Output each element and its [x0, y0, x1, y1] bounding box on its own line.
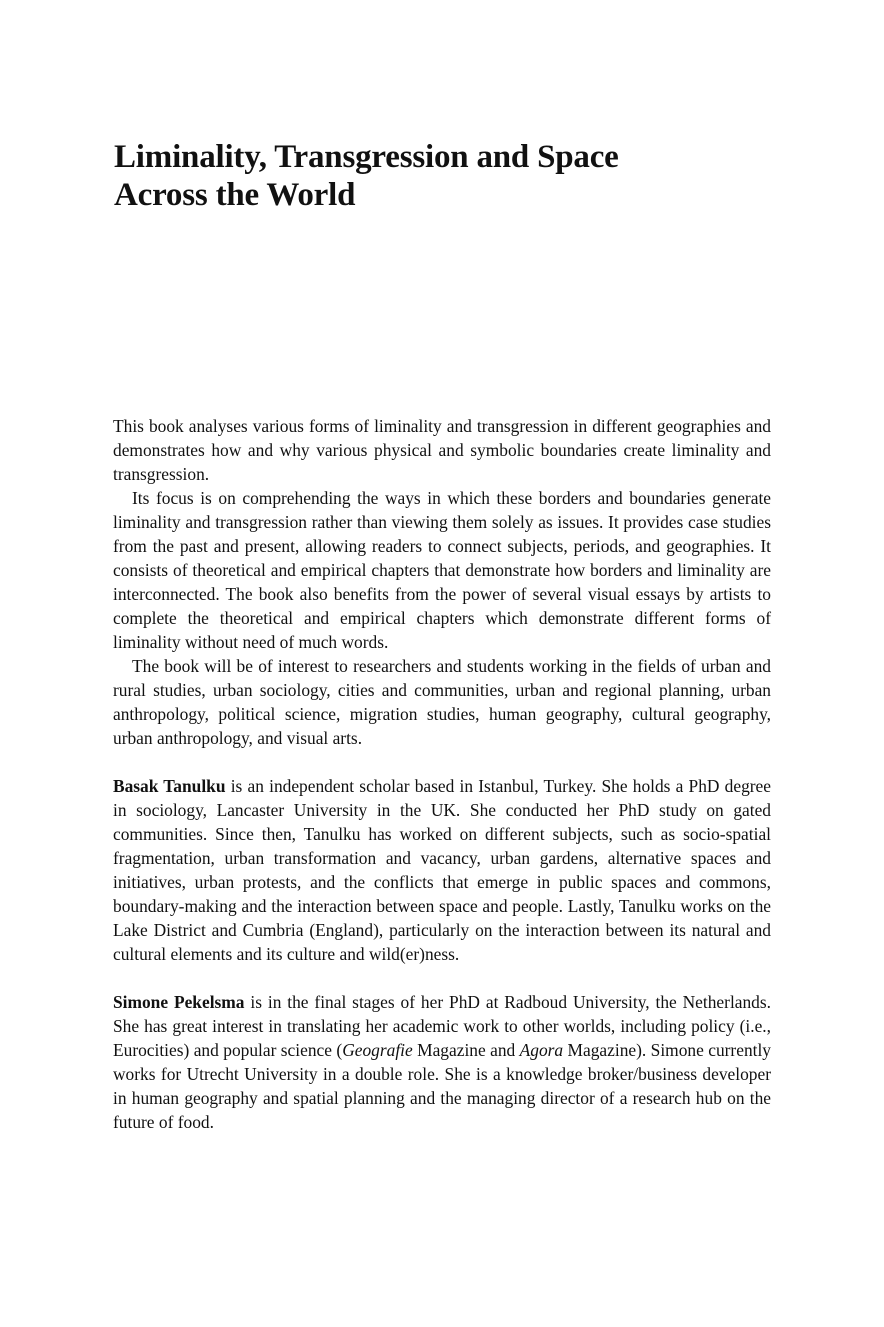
book-title: [114, 138, 774, 214]
author-name-tanulku: Basak Tanulku: [113, 776, 226, 796]
description-paragraph-3: The book will be of interest to researchers and students working in the fields of urban and rural studies, urban sociology, cities and communities, urban and regional planning, urban anthropology, political science, migration studies, human geography, cultural geography, urban anthropology, and visual arts.: [113, 656, 771, 748]
book-title-line-1: Liminality, Transgression and Space: [114, 139, 619, 175]
description-paragraph-1: This book analyses various forms of liminality and transgression in different geographies and demonstrates how and why various physical and symbolic boundaries create liminality and transgression.: [113, 416, 771, 484]
magazine-name-geografie: Geografie: [342, 1040, 413, 1060]
author-bio-tanulku: [113, 774, 771, 966]
book-description-body: [113, 414, 771, 1134]
author-name-pekelsma: Simone Pekelsma: [113, 992, 245, 1012]
author-bio-pekelsma-text-a: is in the final stages of her PhD at Radboud University, the Netherlands. She has great interest in translating her academic work to other worlds, including policy (i.e., Eurocities) and popular science (: [113, 992, 771, 1060]
author-bio-pekelsma-text-b: Magazine and: [412, 1040, 520, 1060]
author-bio-pekelsma: [113, 990, 771, 1134]
description-paragraph-2: Its focus is on comprehending the ways in which these borders and boundaries generate liminality and transgression rather than viewing them solely as issues. It provides case studies from the past and present, allowing readers to connect subjects, periods, and geographies. It consists of theoretical and empirical chapters that demonstrate how borders and liminality are interconnected. The book also benefits from the power of several visual essays by artists to complete the theoretical and empirical chapters which demonstrate different forms of liminality without need of much words.: [113, 488, 771, 652]
book-title-line-2: Across the World: [114, 177, 356, 213]
author-bio-pekelsma-text-c: Magazine). Simone currently works for Utrecht University in a double role. She is a knowledge broker/business developer in human geography and spatial planning and the managing director of a research hub on the future of food.: [113, 1040, 771, 1132]
author-bio-tanulku-text: is an independent scholar based in Istanbul, Turkey. She holds a PhD degree in sociology, Lancaster University in the UK. She conducted her PhD study on gated communities. Since then, Tanulku has worked on different subjects, such as socio-spatial fragmentation, urban transformation and vacancy, urban gardens, alternative spaces and initiatives, urban protests, and the conflicts that emerge in public spaces and commons, boundary-making and the interaction between space and people. Lastly, Tanulku works on the Lake District and Cumbria (England), particularly on the interaction between its natural and cultural elements and its culture and wild(er)ness.: [113, 776, 771, 964]
magazine-name-agora: Agora: [519, 1040, 564, 1060]
